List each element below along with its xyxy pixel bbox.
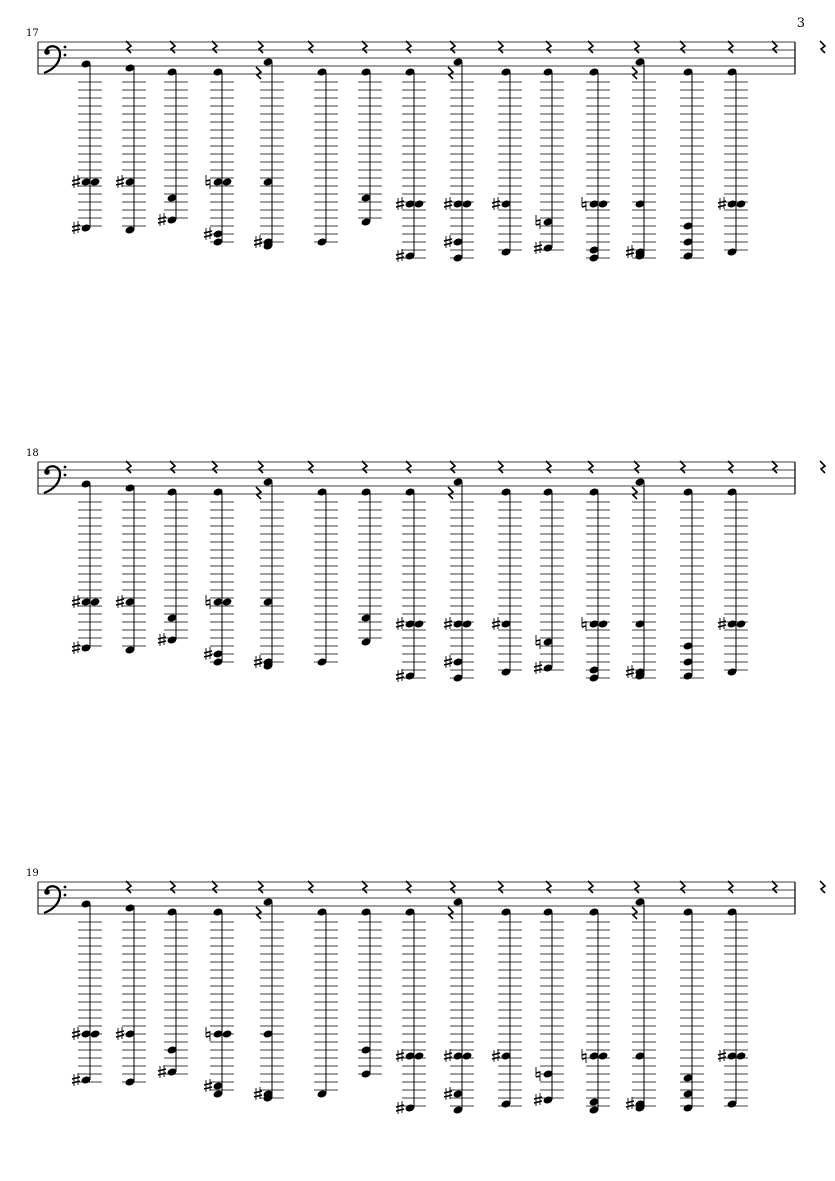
page-number: 3 [796, 16, 805, 31]
sharp-icon [718, 1049, 726, 1062]
note-head [414, 1051, 425, 1060]
quarter-rest-icon [170, 881, 175, 893]
quarter-rest-icon [448, 907, 453, 919]
sharp-icon [158, 1065, 166, 1078]
sharp-icon [626, 1097, 634, 1110]
quarter-rest-icon [634, 881, 639, 893]
chord [396, 907, 426, 1114]
sharp-icon [534, 1093, 542, 1106]
note-head [90, 1029, 101, 1038]
quarter-rest-icon [680, 881, 685, 893]
sharp-icon [396, 1101, 404, 1114]
note-head [222, 1029, 233, 1038]
sharp-icon [444, 1049, 452, 1062]
quarter-rest-icon [728, 881, 733, 893]
chord [254, 897, 284, 1102]
quarter-rest-icon [546, 881, 551, 893]
quarter-rest-icon [588, 881, 593, 893]
sharp-icon [72, 1073, 80, 1086]
quarter-rest-icon [308, 881, 313, 893]
measure-number: 17 [26, 28, 39, 39]
chord [534, 907, 564, 1106]
chord [582, 907, 610, 1114]
chord [358, 907, 382, 1078]
natural-icon [536, 1067, 540, 1081]
chord [492, 907, 522, 1108]
quarter-rest-icon [772, 881, 777, 893]
chord [158, 907, 188, 1078]
chord [680, 907, 704, 1112]
quarter-rest-icon [406, 881, 411, 893]
chord [314, 907, 338, 1098]
quarter-rest-icon [126, 881, 131, 893]
chord [204, 907, 234, 1098]
sharp-icon [396, 1049, 404, 1062]
quarter-rest-icon [256, 907, 261, 919]
quarter-rest-icon [258, 881, 263, 893]
note-head [462, 1051, 473, 1060]
sharp-icon [116, 1027, 124, 1040]
note-head [598, 1051, 609, 1060]
note-head [736, 1051, 747, 1060]
quarter-rest-icon [820, 881, 825, 893]
chord [718, 907, 748, 1108]
quarter-rest-icon [362, 881, 367, 893]
quarter-rest-icon [212, 881, 217, 893]
natural-icon [206, 1027, 210, 1041]
chord [444, 897, 474, 1114]
measure-number: 18 [26, 448, 39, 459]
measure-number: 19 [26, 868, 39, 879]
chord [72, 899, 102, 1086]
sharp-icon [72, 1027, 80, 1040]
sharp-icon [492, 1049, 500, 1062]
chord [626, 897, 656, 1112]
quarter-rest-icon [450, 881, 455, 893]
chord [116, 903, 146, 1086]
quarter-rest-icon [498, 881, 503, 893]
natural-icon [582, 1049, 586, 1063]
quarter-rest-icon [632, 907, 637, 919]
